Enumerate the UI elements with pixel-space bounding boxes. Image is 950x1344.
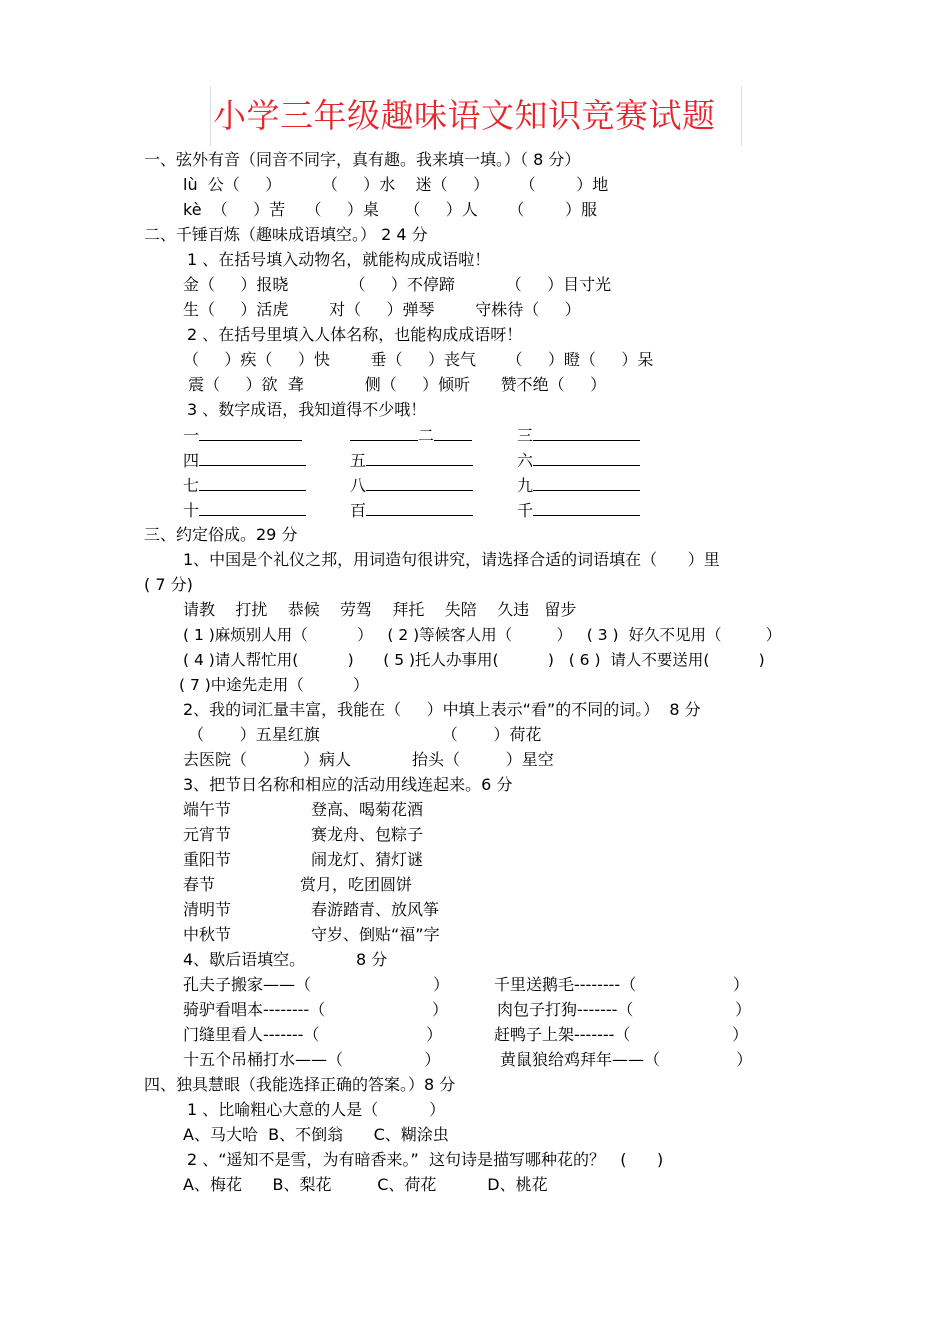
festival-name: 中秋节	[183, 925, 232, 944]
s1-ke-line: kè （ ）苦 （ ）桌 （ ）人 （ ）服	[183, 200, 597, 219]
xiehouyu-item: 孔夫子搬家——（ ）	[183, 975, 450, 994]
s3-q3: 3、把节日名称和相应的活动用线连起来。6 分	[183, 775, 513, 794]
festival-activity: 守岁、倒贴“福”字	[311, 925, 440, 944]
s4-q1-options: A、马大哈 B、不倒翁 C、糊涂虫	[183, 1125, 449, 1144]
page-title: 小学三年级趣味语文知识竞赛试题	[213, 96, 716, 135]
festival-activity: 赏月，吃团圆饼	[300, 875, 413, 894]
section-1-heading: 一、弦外有音（同音不同字，真有趣。我来填一填。）（ 8 分）	[144, 150, 581, 169]
section-4-heading: 四、独具慧眼（我能选择正确的答案。）8 分	[144, 1075, 456, 1094]
s2-q1: 1 、在括号填入动物名，就能构成成语啦！	[187, 250, 491, 269]
s3-q1-row-3: ( 7 )中途先走用（ ）	[179, 676, 369, 694]
s3-word-bank: 请教 打扰 恭候 劳驾 拜托 失陪 久违 留步	[183, 600, 577, 619]
num-cell: 千	[517, 500, 640, 521]
section-3-heading: 三、约定俗成。29 分	[144, 525, 298, 544]
xiehouyu-item: 骑驴看唱本--------（ ）	[183, 1000, 448, 1019]
festival-name: 春节	[183, 875, 216, 894]
num-cell: 十	[183, 500, 306, 521]
num-cell: 九	[517, 475, 640, 496]
festival-activity: 闹龙灯、猜灯谜	[311, 850, 424, 869]
xiehouyu-item: 十五个吊桶打水——（ ）	[183, 1050, 441, 1069]
num-cell: 二	[350, 425, 472, 446]
s3-q2-line-b: 去医院（ ）病人 抬头（ ）星空	[183, 750, 554, 769]
s3-q1-row-1: ( 1 )麻烦别人用（ ） ( 2 )等候客人用（ ） ( 3 ) 好久不见用（ ）	[183, 626, 782, 644]
s2-q2-line-b: 震（ ）欲 聋 侧（ ）倾听 赞不绝（ ）	[183, 375, 607, 394]
festival-name: 端午节	[183, 800, 232, 819]
festival-name: 重阳节	[183, 850, 232, 869]
xiehouyu-item: 黄鼠狼给鸡拜年——（ ）	[500, 1050, 753, 1069]
num-cell: 八	[350, 475, 473, 496]
s4-q2: 2 、“遥知不是雪，为有暗香来。” 这句诗是描写哪种花的？ ( )	[187, 1150, 664, 1169]
num-cell: 七	[183, 475, 306, 496]
num-cell: 百	[350, 500, 473, 521]
festival-activity: 春游踏青、放风筝	[311, 900, 440, 919]
num-cell: 三	[517, 425, 640, 446]
s3-q1-score: ( 7 分)	[144, 575, 193, 594]
festival-name: 元宵节	[183, 825, 232, 844]
xiehouyu-item: 千里送鹅毛--------（ ）	[494, 975, 749, 994]
s2-q2-line-a: （ ）疾（ ）快 垂（ ）丧气 （ ）瞪（ ）呆	[183, 350, 654, 369]
num-cell: 六	[517, 450, 640, 471]
s3-q1: 1、中国是个礼仪之邦，用词造句很讲究，请选择合适的词语填在（ ）里	[183, 550, 720, 569]
s2-q2: 2 、在括号里填入人体名称，也能构成成语呀！	[187, 325, 523, 344]
s4-q1: 1 、比喻粗心大意的人是（ ）	[187, 1100, 446, 1119]
num-cell: 一	[183, 425, 302, 446]
s2-q1-line-b: 生（ ）活虎 对（ ）弹琴 守株待（ ）	[183, 300, 581, 319]
num-cell: 五	[350, 450, 473, 471]
s3-q1-row-2: ( 4 )请人帮忙用( ) ( 5 )托人办事用( ) ( 6 ) 请人不要送用( )	[183, 651, 765, 669]
xiehouyu-item: 肉包子打狗-------（ ）	[497, 1000, 752, 1019]
festival-activity: 赛龙舟、包粽子	[311, 825, 424, 844]
xiehouyu-item: 门缝里看人-------（ ）	[183, 1025, 443, 1044]
s2-q1-line-a: 金（ ）报晓 （ ）不停蹄 （ ）目寸光	[183, 275, 612, 294]
s3-q2: 2、我的词汇量丰富，我能在（ ）中填上表示“看”的不同的词。） 8 分	[183, 700, 701, 719]
festival-activity: 登高、喝菊花酒	[311, 800, 424, 819]
s4-q2-options: A、梅花 B、梨花 C、荷花 D、桃花	[183, 1175, 548, 1194]
s1-lu-line: lù 公（ ） （ ）水 迷（ ） （ ）地	[183, 175, 609, 194]
xiehouyu-item: 赶鸭子上架-------（ ）	[494, 1025, 749, 1044]
festival-name: 清明节	[183, 900, 232, 919]
s3-q4: 4、歇后语填空。 8 分	[183, 950, 388, 969]
s3-q2-line-a: （ ）五星红旗 （ ）荷花	[183, 725, 542, 744]
title-box	[210, 86, 742, 146]
section-2-heading: 二、千锤百炼（趣味成语填空。） 2 4 分	[144, 225, 428, 244]
num-cell: 四	[183, 450, 306, 471]
s2-q3: 3 、数字成语，我知道得不少哦！	[187, 400, 427, 419]
